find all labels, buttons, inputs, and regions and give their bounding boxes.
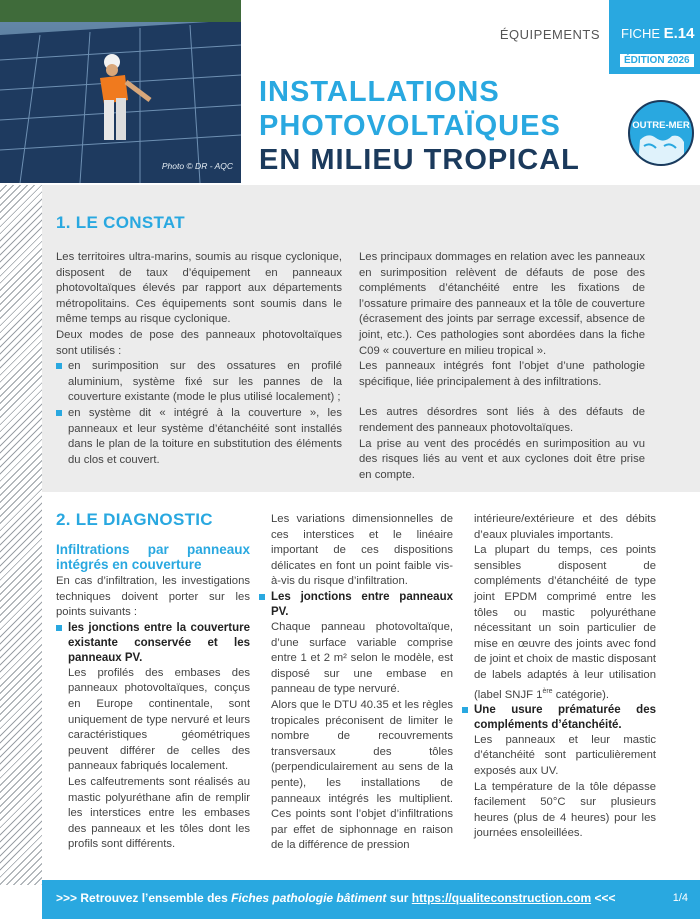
section1-right-column bbox=[359, 250, 645, 483]
footer-italic: Fiches pathologie bâtiment bbox=[231, 891, 387, 905]
fiche-box bbox=[609, 0, 700, 74]
superscript: ère bbox=[542, 687, 553, 695]
paragraph: Les variations dimensionnelles de ces interstices et le linéaire important de ces dispositions délicates en font un point faible vis-à-vis du risque d’infiltration. bbox=[271, 513, 453, 588]
paragraph: Les principaux dommages en relation avec les panneaux en surimposition relèvent de défauts de pose des compléments d’étanchéité entre les fixations de l’ossature primaire des panneaux et la tôle de couverture (écrasement des joints par serrage excessif, absence de joint, etc.). Ces pathologies sont abordées dans la fiche C09 « couverture en milieu tropical ». bbox=[359, 251, 645, 357]
paragraph: Les calfeutrements sont réalisés au mastic polyuréthane afin de remplir les interstices entre les embases des panneaux et les tôles dont les profils sont différents. bbox=[68, 775, 250, 851]
outre-mer-badge bbox=[628, 100, 694, 166]
title-line-3: EN MILIEU TROPICAL bbox=[259, 144, 580, 176]
paragraph: intérieure/extérieure et des débits d’eaux pluviales importants. bbox=[474, 513, 656, 541]
paragraph: Les panneaux intégrés font l’objet d’une pathologie spécifique, liée principalement à des infiltrations. bbox=[359, 360, 645, 388]
title-line-1: INSTALLATIONS bbox=[259, 76, 500, 108]
badge-text: OUTRE-MER bbox=[632, 120, 690, 131]
footer-prefix: >>> Retrouvez l’ensemble des bbox=[56, 891, 232, 905]
photo-credit: Photo © DR - AQC bbox=[161, 161, 233, 171]
paragraph: Les autres désordres sont liés à des défauts de rendement des panneaux photovoltaïques. bbox=[359, 406, 645, 434]
paragraph: La prise au vent des procédés en surimposition au vu des risques liés au vent et aux cyclones doit être prise en compte. bbox=[359, 437, 645, 481]
paragraph: En cas d’infiltration, les investigations techniques doivent porter sur les points suivants : bbox=[56, 575, 250, 619]
section-constat bbox=[42, 185, 700, 492]
section2-column-3 bbox=[462, 512, 656, 842]
bold-bullet: Les jonctions entre panneaux PV. bbox=[259, 590, 453, 620]
page-title bbox=[259, 75, 580, 177]
bold-bullet: Une usure prématurée des compléments d’étanchéité. bbox=[462, 703, 656, 733]
section1-left-column bbox=[56, 250, 342, 468]
hatched-margin bbox=[0, 185, 42, 885]
list-item: en système dit « intégré à la couverture », les panneaux et leur système d’étanchéité sont installés dans le plan de la toiture en substitution des éléments du clos et couvert. bbox=[56, 406, 342, 468]
bullet-list bbox=[56, 359, 342, 468]
paragraph: Les panneaux et leur mastic d’étanchéité sont particulièrement exposés aux UV. bbox=[474, 733, 656, 778]
paragraph: Les profilés des embases des panneaux photovoltaïques, conçus en Europe continentale, sont uniquement de type nervuré et leurs caractéristiques géométriques peuvent différer de celles des panneaux fabriqués localement. bbox=[68, 666, 250, 773]
page-number: 1/4 bbox=[672, 892, 688, 904]
paragraph: Alors que le DTU 40.35 et les règles tropicales préconisent de limiter le nombre de recouvrements transversaux des tôles (perpendiculairement au sens de la pente), les installations de panneaux intégrés les multiplient. Ces points sont l’objet d’infiltrations par effet de siphonnage en raison de la différence de pression bbox=[271, 698, 453, 852]
paragraph: La température de la tôle dépasse facilement 50°C sur plusieurs heures (plus de 4 heures) pour les journées ensoleillées. bbox=[474, 780, 656, 840]
header-photo bbox=[0, 0, 241, 183]
paragraph: Chaque panneau photovoltaïque, d’une surface variable comprise entre 1 et 2 m² selon le modèle, est disposé sur une embase en panneau de type nervuré. bbox=[271, 620, 453, 696]
category-label: ÉQUIPEMENTS bbox=[499, 27, 600, 42]
footer-middle: sur bbox=[386, 891, 412, 905]
paragraph: Les territoires ultra-marins, soumis au risque cyclonique, disposent de taux d’équipement en panneaux photovoltaïques élevés par rapport aux départements métropolitains. Ces équipements sont soumis dans le même temps au risque cyclonique. bbox=[56, 251, 342, 326]
paragraph bbox=[474, 543, 656, 703]
section2-column-2 bbox=[259, 512, 453, 854]
fiche-prefix: FICHE bbox=[621, 26, 660, 41]
text-run: La plupart du temps, ces points sensibles disposent de compléments d’étanchéité de type joint EPDM comprimé entre les tôles ou mastic polyuréthane nécessitant un soin particulier de mise en œuvre des joints avec fond de joint et choix de mastic disposant de labels adaptés à leur utilisation (label SNJF 1 bbox=[474, 544, 656, 701]
globe-icon bbox=[630, 102, 692, 164]
section2-column-1 bbox=[56, 542, 250, 853]
section2-heading: 2. LE DIAGNOSTIC bbox=[56, 510, 213, 529]
text-run: catégorie). bbox=[552, 688, 610, 701]
footer-bar bbox=[42, 880, 700, 919]
title-line-2: PHOTOVOLTAÏQUES bbox=[259, 110, 561, 142]
bold-bullet: les jonctions entre la couverture existante conservée et les panneaux PV. bbox=[56, 621, 250, 666]
subheading: Infiltrations par panneaux intégrés en couverture bbox=[56, 542, 250, 572]
footer-suffix: <<< bbox=[591, 891, 616, 905]
edition-label: ÉDITION 2026 bbox=[620, 54, 694, 67]
list-item: en surimposition sur des ossatures en profilé aluminium, système fixé sur les pannes de la couverture existante (mode le plus utilisé localement) ; bbox=[56, 359, 342, 406]
paragraph: Deux modes de pose des panneaux photovoltaïques sont utilisés : bbox=[56, 328, 342, 357]
section1-heading: 1. LE CONSTAT bbox=[56, 213, 185, 232]
footer-text bbox=[56, 891, 615, 905]
footer-link[interactable]: https://qualiteconstruction.com bbox=[411, 891, 592, 905]
fiche-code: E.14 bbox=[663, 25, 695, 42]
fiche-code-line bbox=[621, 25, 694, 42]
